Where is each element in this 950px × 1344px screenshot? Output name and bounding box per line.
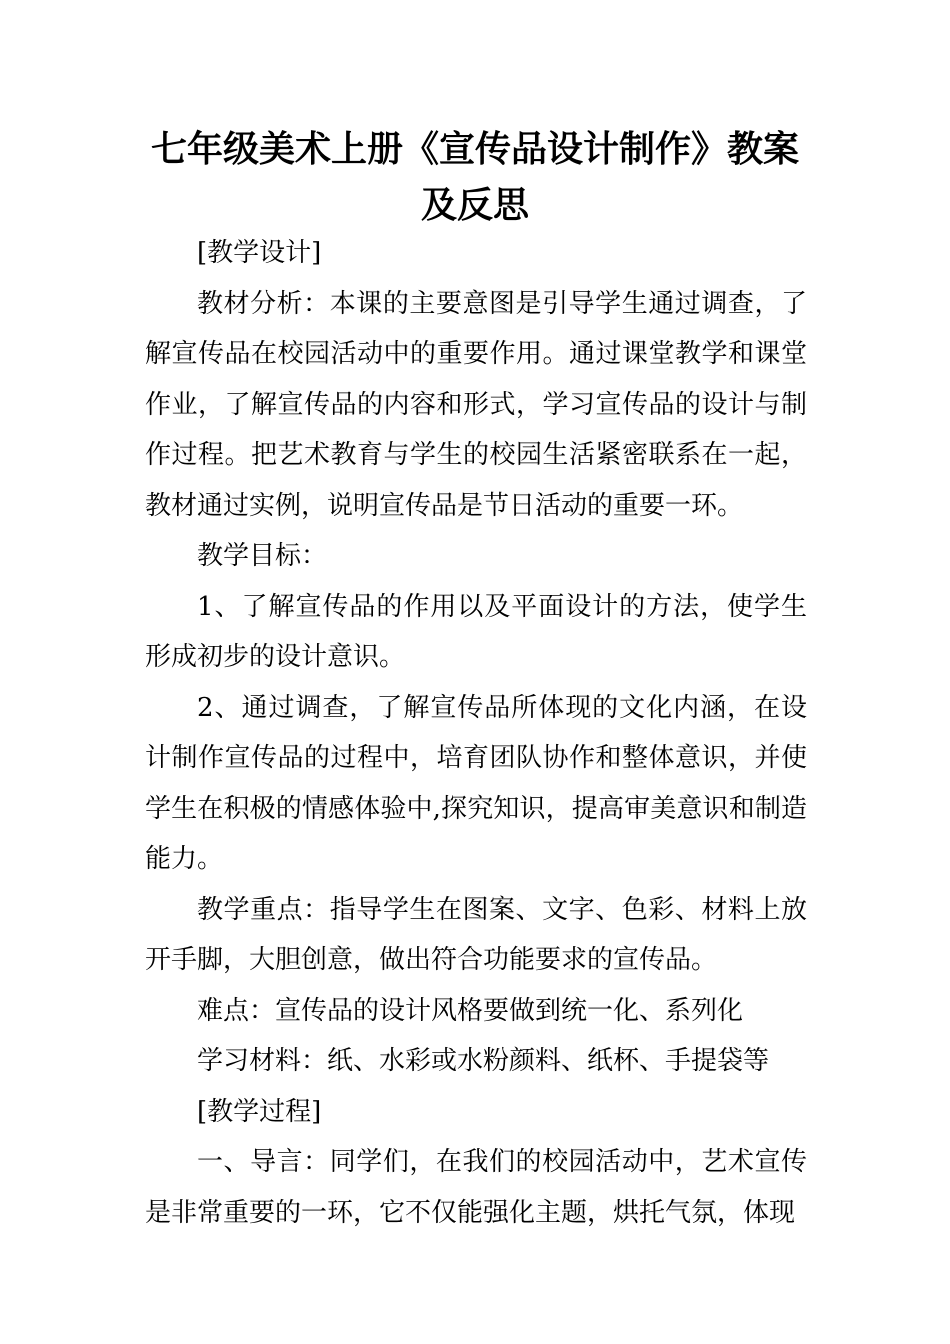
document-body — [145, 228, 807, 1238]
paragraph-objectives-heading: 教学目标： — [197, 541, 328, 571]
paragraph-material-analysis: 教材分析：本课的主要意图是引导学生通过调查，了解宣传品在校园活动中的重要作用。通过课堂教学和课堂作业，了解宣传品的内容和形式，学习宣传品的设计与制作过程。把艺术教育与学生的校园生活紧密联系在一起，教材通过实例，说明宣传品是节日活动的重要一环。 — [145, 288, 807, 521]
section-heading-process: [教学过程] — [197, 1096, 322, 1127]
paragraph-objective-1: 1、了解宣传品的作用以及平面设计的方法，使学生形成初步的设计意识。 — [145, 591, 807, 672]
section-heading-design: [教学设计] — [197, 238, 322, 268]
paragraph-introduction: 一、导言：同学们，在我们的校园活动中，艺术宣传是非常重要的一环，它不仅能强化主题，烘托气氛，体现 — [145, 1147, 807, 1228]
document-title — [145, 122, 805, 234]
title-line-2: 及反思 — [420, 185, 529, 226]
paragraph-key-points: 教学重点：指导学生在图案、文字、色彩、材料上放开手脚，大胆创意，做出符合功能要求的宣传品。 — [145, 894, 807, 975]
title-line-1: 七年级美术上册《宣传品设计制作》教案 — [150, 129, 799, 170]
paragraph-objective-2: 2、通过调查，了解宣传品所体现的文化内涵，在设计制作宣传品的过程中，培育团队协作和整体意识，并使学生在积极的情感体验中,探究知识，提高审美意识和制造能力。 — [145, 692, 807, 874]
paragraph-difficulty: 难点：宣传品的设计风格要做到统一化、系列化 — [197, 995, 744, 1026]
paragraph-materials: 学习材料：纸、水彩或水粉颜料、纸杯、手提袋等 — [197, 1046, 770, 1076]
